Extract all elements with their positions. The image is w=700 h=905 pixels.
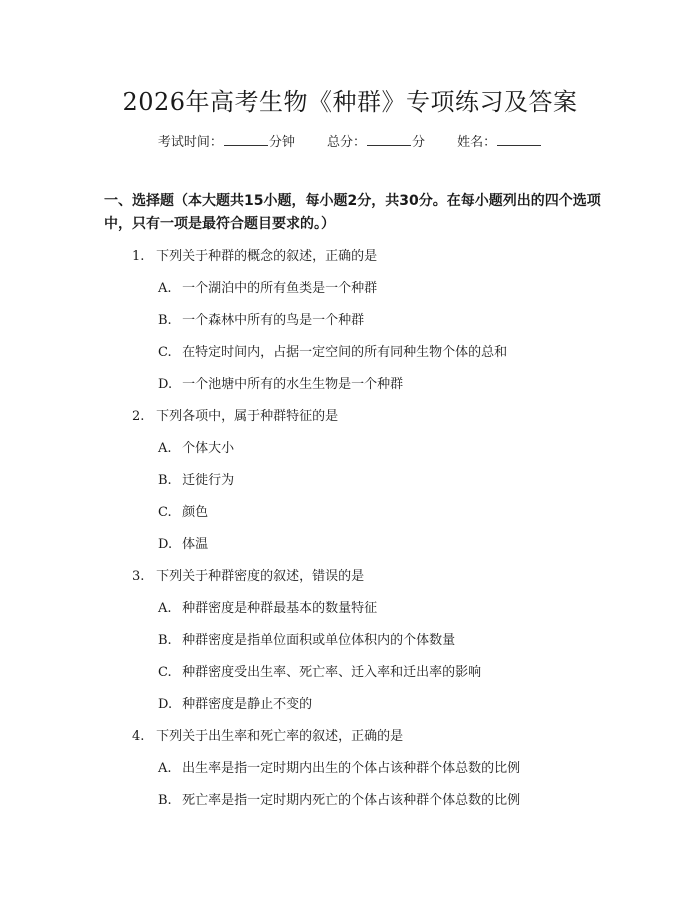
question-2 [132,405,338,424]
q2-option-c [158,501,208,520]
option-text: 在特定时间内，占据一定空间的所有同种生物个体的总和 [182,345,508,360]
section-heading: 一、选择题（本大题共15小题，每小题2分，共30分。在每小题列出的四个选项中，只有一项是最符合题目要求的。） [104,193,601,232]
question-1 [132,245,377,264]
question-stem: 下列关于出生率和死亡率的叙述，正确的是 [156,729,404,744]
option-letter: B. [158,633,172,648]
question-number: 2. [132,409,145,424]
option-text: 种群密度是静止不变的 [182,697,313,712]
option-letter: C. [158,345,172,360]
q2-option-d [158,533,208,552]
name-blank [497,134,541,146]
time-label: 考试时间： [157,135,223,150]
option-letter: A. [158,281,172,296]
option-letter: D. [158,377,173,392]
question-number: 3. [132,569,145,584]
q3-option-b [158,629,455,648]
option-letter: C. [158,665,172,680]
question-4 [132,725,403,744]
q1-option-c [158,341,507,360]
score-label: 总分： [326,135,366,150]
score-blank [367,134,411,146]
q3-option-a [158,597,377,616]
option-text: 死亡率是指一定时期内死亡的个体占该种群个体总数的比例 [182,793,521,808]
page-title: 2026年高考生物《种群》专项练习及答案 [122,88,578,116]
time-blank [224,134,268,146]
q1-option-a [158,277,377,296]
question-number: 4. [132,729,145,744]
option-letter: A. [158,441,172,456]
q1-option-b [158,309,364,328]
time-unit: 分钟 [268,135,295,150]
q2-option-a [158,437,234,456]
option-letter: A. [158,761,172,776]
option-text: 颜色 [182,505,209,520]
question-stem: 下列各项中，属于种群特征的是 [156,409,339,424]
question-3 [132,565,364,584]
option-text: 体温 [182,537,209,552]
option-text: 个体大小 [182,441,235,456]
name-field [457,135,542,150]
option-letter: A. [158,601,172,616]
option-text: 一个森林中所有的鸟是一个种群 [182,313,365,328]
score-field [327,135,429,150]
option-letter: B. [158,793,172,808]
time-field [158,135,299,150]
option-letter: D. [158,537,173,552]
option-letter: C. [158,505,172,520]
q4-option-a [158,757,520,776]
exam-meta [0,131,700,150]
option-text: 种群密度是种群最基本的数量特征 [182,601,378,616]
question-stem: 下列关于种群的概念的叙述，正确的是 [156,249,378,264]
q1-option-d [158,373,403,392]
option-text: 出生率是指一定时期内出生的个体占该种群个体总数的比例 [182,761,521,776]
question-number: 1. [132,249,145,264]
q2-option-b [158,469,234,488]
option-text: 一个池塘中所有的水生生物是一个种群 [182,377,404,392]
option-letter: B. [158,473,172,488]
option-text: 迁徙行为 [182,473,235,488]
q3-option-c [158,661,481,680]
q3-option-d [158,693,312,712]
score-unit: 分 [412,135,426,150]
option-letter: D. [158,697,173,712]
option-text: 种群密度是指单位面积或单位体积内的个体数量 [182,633,456,648]
option-text: 种群密度受出生率、死亡率、迁入率和迁出率的影响 [182,665,482,680]
name-label: 姓名： [457,135,497,150]
option-text: 一个湖泊中的所有鱼类是一个种群 [182,281,378,296]
option-letter: B. [158,313,172,328]
question-stem: 下列关于种群密度的叙述，错误的是 [156,569,365,584]
q4-option-b [158,789,520,808]
